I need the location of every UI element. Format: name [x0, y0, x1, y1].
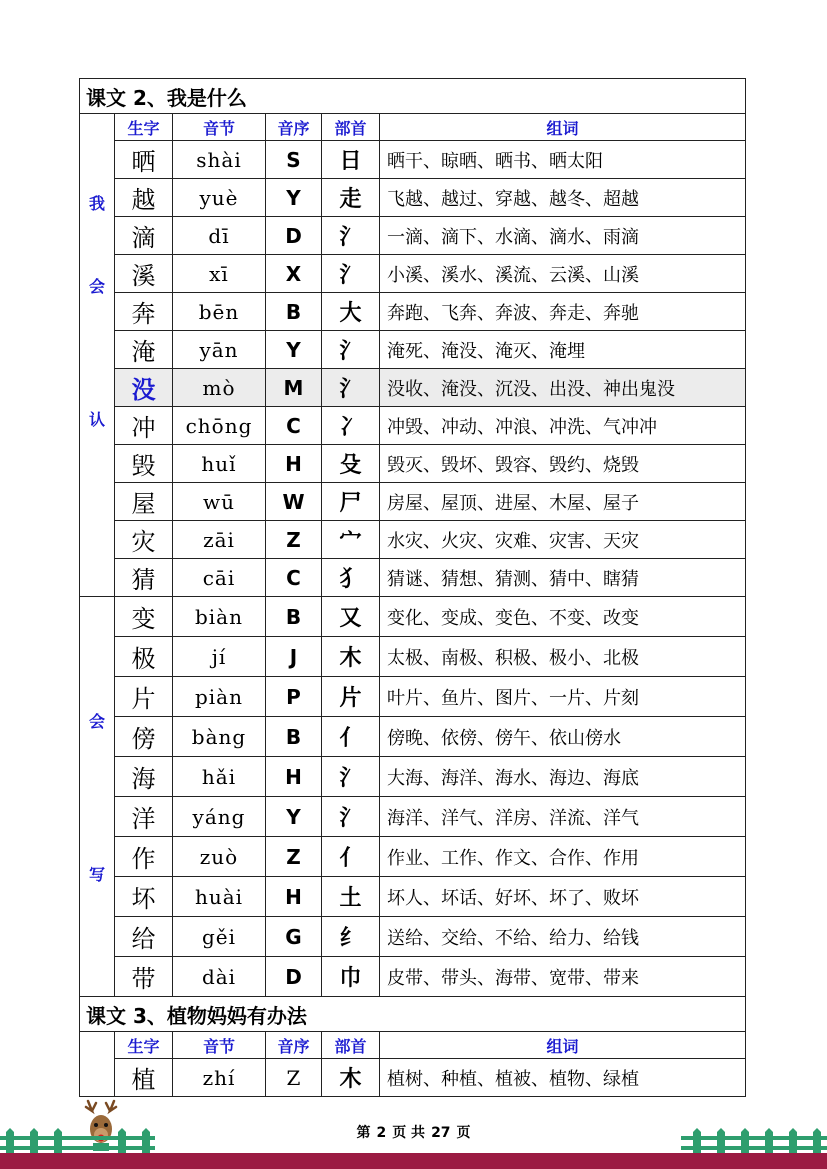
- character-cell: 傍: [115, 717, 173, 757]
- pinyin-cell: piàn: [173, 677, 266, 717]
- character-cell: 滴: [115, 217, 173, 255]
- table-row: [80, 141, 746, 179]
- pinyin-cell: zhí: [173, 1059, 266, 1097]
- radical-cell: 片: [322, 677, 380, 717]
- words-cell: 毁灭、毁坏、毁容、毁约、烧毁: [380, 445, 746, 483]
- initial-cell: J: [266, 637, 322, 677]
- character-cell: 作: [115, 837, 173, 877]
- character-cell: 给: [115, 917, 173, 957]
- page-total: 27: [431, 1125, 451, 1141]
- header-char: 生字: [115, 114, 173, 141]
- words-cell: 没收、淹没、沉没、出没、神出鬼没: [380, 369, 746, 407]
- table-row: [80, 217, 746, 255]
- table-row: [80, 917, 746, 957]
- table-row: [80, 757, 746, 797]
- table-row: [80, 521, 746, 559]
- initial-cell: W: [266, 483, 322, 521]
- table-row: [80, 483, 746, 521]
- pinyin-cell: mò: [173, 369, 266, 407]
- character-cell: 变: [115, 597, 173, 637]
- initial-cell: B: [266, 597, 322, 637]
- table-row: [80, 331, 746, 369]
- side-label-recognize: [80, 114, 115, 597]
- initial-cell: Y: [266, 179, 322, 217]
- words-cell: 奔跑、飞奔、奔波、奔走、奔驰: [380, 293, 746, 331]
- radical-cell: 木: [322, 637, 380, 677]
- words-cell: 海洋、洋气、洋房、洋流、洋气: [380, 797, 746, 837]
- pinyin-cell: gěi: [173, 917, 266, 957]
- character-cell: 灾: [115, 521, 173, 559]
- table-row: [80, 637, 746, 677]
- radical-cell: 走: [322, 179, 380, 217]
- radical-cell: 土: [322, 877, 380, 917]
- words-cell: 水灾、火灾、灾难、灾害、天灾: [380, 521, 746, 559]
- pinyin-cell: yáng: [173, 797, 266, 837]
- words-cell: 变化、变成、变色、不变、改变: [380, 597, 746, 637]
- table-row: [80, 957, 746, 997]
- initial-cell: X: [266, 255, 322, 293]
- radical-cell: 纟: [322, 917, 380, 957]
- character-cell: 海: [115, 757, 173, 797]
- initial-cell: H: [266, 445, 322, 483]
- table-row: [80, 445, 746, 483]
- initial-cell: D: [266, 957, 322, 997]
- lesson2-title: 课文 2、我是什么: [80, 79, 746, 114]
- initial-cell: G: [266, 917, 322, 957]
- pinyin-cell: bēn: [173, 293, 266, 331]
- words-cell: 叶片、鱼片、图片、一片、片刻: [380, 677, 746, 717]
- table-row: [80, 837, 746, 877]
- table-row: [80, 255, 746, 293]
- vocabulary-sheet: [79, 78, 745, 1097]
- words-cell: 作业、工作、作文、合作、作用: [380, 837, 746, 877]
- initial-cell: Z: [266, 837, 322, 877]
- character-cell: 晒: [115, 141, 173, 179]
- radical-cell: 尸: [322, 483, 380, 521]
- radical-cell: 氵: [322, 255, 380, 293]
- header-pinyin: 音节: [173, 1032, 266, 1059]
- radical-cell: 犭: [322, 559, 380, 597]
- words-cell: 一滴、滴下、水滴、滴水、雨滴: [380, 217, 746, 255]
- header-radical: 部首: [322, 1032, 380, 1059]
- words-cell: 小溪、溪水、溪流、云溪、山溪: [380, 255, 746, 293]
- words-cell: 飞越、越过、穿越、越冬、超越: [380, 179, 746, 217]
- words-cell: 冲毁、冲动、冲浪、冲洗、气冲冲: [380, 407, 746, 445]
- initial-cell: Y: [266, 331, 322, 369]
- character-cell: 猜: [115, 559, 173, 597]
- pinyin-cell: jí: [173, 637, 266, 677]
- pinyin-cell: biàn: [173, 597, 266, 637]
- lesson3-table: [79, 997, 746, 1097]
- character-cell: 片: [115, 677, 173, 717]
- words-cell: 坏人、坏话、好坏、坏了、败坏: [380, 877, 746, 917]
- pinyin-cell: cāi: [173, 559, 266, 597]
- pinyin-cell: huǐ: [173, 445, 266, 483]
- radical-cell: 又: [322, 597, 380, 637]
- character-cell: 植: [115, 1059, 173, 1097]
- character-cell: 冲: [115, 407, 173, 445]
- side-char: 我: [88, 193, 105, 213]
- words-cell: 房屋、屋顶、进屋、木屋、屋子: [380, 483, 746, 521]
- pinyin-cell: dài: [173, 957, 266, 997]
- words-cell: 猜谜、猜想、猜测、猜中、瞎猜: [380, 559, 746, 597]
- lesson3-title: 课文 3、植物妈妈有办法: [80, 997, 746, 1032]
- header-char: 生字: [115, 1032, 173, 1059]
- character-cell: 毁: [115, 445, 173, 483]
- table-row: [80, 293, 746, 331]
- radical-cell: 殳: [322, 445, 380, 483]
- words-cell: 淹死、淹没、淹灭、淹埋: [380, 331, 746, 369]
- initial-cell: D: [266, 217, 322, 255]
- initial-cell: H: [266, 757, 322, 797]
- table-row: [80, 407, 746, 445]
- initial-cell: S: [266, 141, 322, 179]
- character-cell: 越: [115, 179, 173, 217]
- bottom-bar: [0, 1153, 827, 1169]
- pinyin-cell: shài: [173, 141, 266, 179]
- words-cell: 皮带、带头、海带、宽带、带来: [380, 957, 746, 997]
- table-row: [80, 179, 746, 217]
- pinyin-cell: hǎi: [173, 757, 266, 797]
- initial-cell: C: [266, 559, 322, 597]
- lesson2-table: [79, 78, 746, 997]
- words-cell: 太极、南极、积极、极小、北极: [380, 637, 746, 677]
- pinyin-cell: chōng: [173, 407, 266, 445]
- character-cell: 淹: [115, 331, 173, 369]
- character-cell: 奔: [115, 293, 173, 331]
- side-blank: [80, 1032, 115, 1097]
- pinyin-cell: yuè: [173, 179, 266, 217]
- table-row: [80, 1059, 746, 1097]
- lesson3-header-row: [80, 1032, 746, 1059]
- initial-cell: Y: [266, 797, 322, 837]
- pinyin-cell: wū: [173, 483, 266, 521]
- pinyin-cell: bàng: [173, 717, 266, 757]
- words-cell: 傍晚、依傍、傍午、依山傍水: [380, 717, 746, 757]
- initial-cell: B: [266, 293, 322, 331]
- side-char: 写: [88, 864, 105, 884]
- table-row: [80, 559, 746, 597]
- words-cell: 送给、交给、不给、给力、给钱: [380, 917, 746, 957]
- character-cell: 坏: [115, 877, 173, 917]
- side-label-write: [80, 597, 115, 997]
- lesson2-header-row: [80, 114, 746, 141]
- table-row: [80, 369, 746, 407]
- radical-cell: 氵: [322, 797, 380, 837]
- initial-cell: H: [266, 877, 322, 917]
- radical-cell: 宀: [322, 521, 380, 559]
- table-row: [80, 717, 746, 757]
- initial-cell: M: [266, 369, 322, 407]
- header-initial: 音序: [266, 114, 322, 141]
- words-cell: 植树、种植、植被、植物、绿植: [380, 1059, 746, 1097]
- pinyin-cell: dī: [173, 217, 266, 255]
- initial-cell: Z: [266, 1059, 322, 1097]
- side-char: 会: [88, 711, 105, 731]
- initial-cell: Z: [266, 521, 322, 559]
- character-cell: 屋: [115, 483, 173, 521]
- radical-cell: 亻: [322, 837, 380, 877]
- character-cell: 带: [115, 957, 173, 997]
- side-char: 认: [88, 409, 105, 429]
- character-cell: 溪: [115, 255, 173, 293]
- pinyin-cell: huài: [173, 877, 266, 917]
- page-number: 2: [376, 1125, 387, 1141]
- radical-cell: 氵: [322, 757, 380, 797]
- radical-cell: 巾: [322, 957, 380, 997]
- pinyin-cell: zāi: [173, 521, 266, 559]
- initial-cell: P: [266, 677, 322, 717]
- side-char: 会: [88, 276, 105, 296]
- table-row: [80, 877, 746, 917]
- pinyin-cell: yān: [173, 331, 266, 369]
- table-row: [80, 797, 746, 837]
- header-radical: 部首: [322, 114, 380, 141]
- radical-cell: 氵: [322, 369, 380, 407]
- initial-cell: B: [266, 717, 322, 757]
- page-footer: [0, 1122, 827, 1142]
- radical-cell: 氵: [322, 331, 380, 369]
- header-words: 组词: [380, 1032, 746, 1059]
- words-cell: 晒干、晾晒、晒书、晒太阳: [380, 141, 746, 179]
- header-pinyin: 音节: [173, 114, 266, 141]
- radical-cell: 亻: [322, 717, 380, 757]
- footer-label: 页 共: [392, 1125, 426, 1141]
- header-words: 组词: [380, 114, 746, 141]
- table-row: [80, 597, 746, 637]
- radical-cell: 大: [322, 293, 380, 331]
- radical-cell: 日: [322, 141, 380, 179]
- radical-cell: 氵: [322, 217, 380, 255]
- character-cell: 洋: [115, 797, 173, 837]
- words-cell: 大海、海洋、海水、海边、海底: [380, 757, 746, 797]
- footer-label: 页: [456, 1125, 471, 1141]
- header-initial: 音序: [266, 1032, 322, 1059]
- character-cell: 极: [115, 637, 173, 677]
- footer-label: 第: [356, 1125, 371, 1141]
- radical-cell: 木: [322, 1059, 380, 1097]
- character-cell: 没: [115, 369, 173, 407]
- table-row: [80, 677, 746, 717]
- radical-cell: 冫: [322, 407, 380, 445]
- pinyin-cell: zuò: [173, 837, 266, 877]
- pinyin-cell: xī: [173, 255, 266, 293]
- initial-cell: C: [266, 407, 322, 445]
